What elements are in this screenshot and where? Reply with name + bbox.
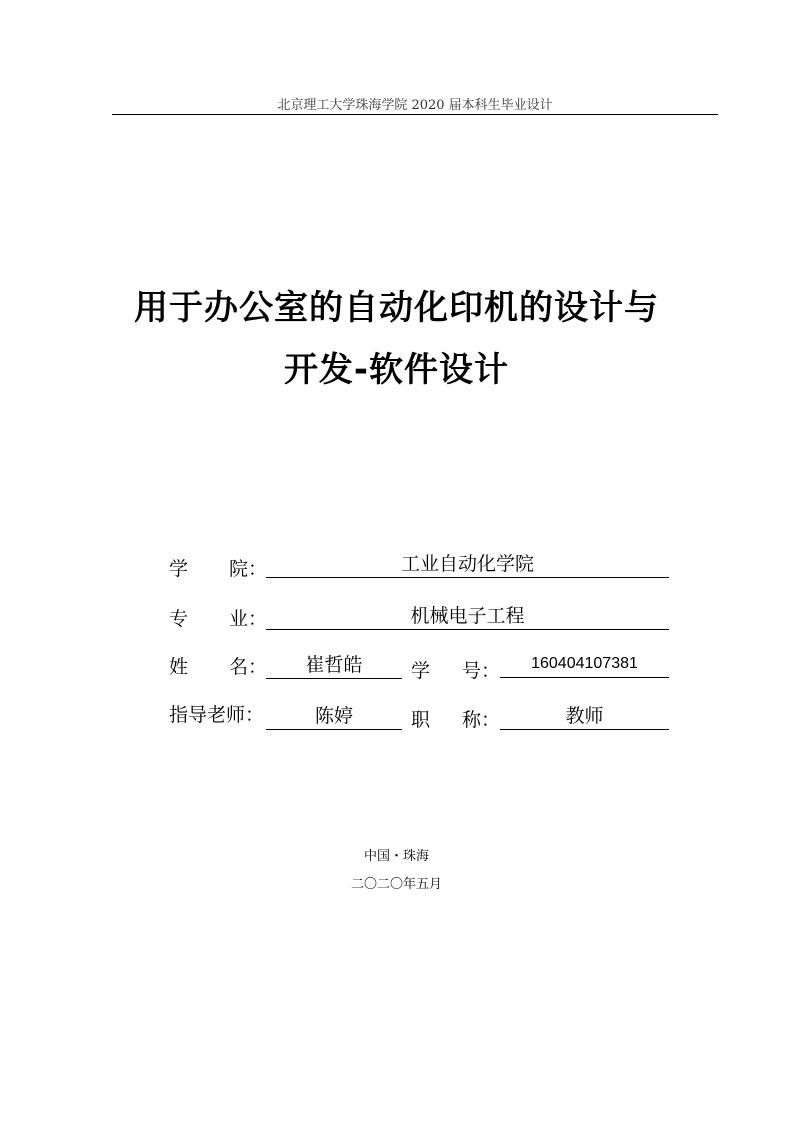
- name-label-char-2: 名：: [229, 656, 268, 678]
- place-line: 中国・珠海: [363, 849, 429, 864]
- student-id-label-char-2: 号：: [462, 660, 501, 682]
- header-divider: [112, 114, 718, 115]
- rank-label-char-1: 职: [411, 709, 431, 731]
- rank-field: 教师: [500, 703, 669, 730]
- name-label-char-1: 姓: [169, 656, 189, 678]
- thesis-title-line-1: 用于办公室的自动化印机的设计与: [134, 288, 659, 328]
- thesis-title-line-2: 开发-软件设计: [283, 350, 510, 390]
- major-field: 机械电子工程: [266, 603, 669, 630]
- name-field: 崔哲皓: [266, 652, 402, 679]
- college-label-char-2: 院：: [229, 558, 268, 580]
- running-header: 北京理工大学珠海学院 2020 届本科生毕业设计: [277, 98, 553, 113]
- advisor-label: 指导老师：: [169, 704, 265, 726]
- major-label-char-2: 业：: [229, 608, 268, 630]
- major-label-char-1: 专: [169, 608, 189, 630]
- advisor-field: 陈婷: [266, 703, 402, 730]
- date-line: 二〇二〇年五月: [350, 877, 442, 892]
- college-label-char-1: 学: [169, 558, 189, 580]
- student-id-field: 160404107381: [500, 651, 669, 678]
- college-field: 工业自动化学院: [266, 551, 669, 578]
- rank-label-char-2: 称：: [462, 709, 501, 731]
- student-id-label-char-1: 学: [411, 660, 431, 682]
